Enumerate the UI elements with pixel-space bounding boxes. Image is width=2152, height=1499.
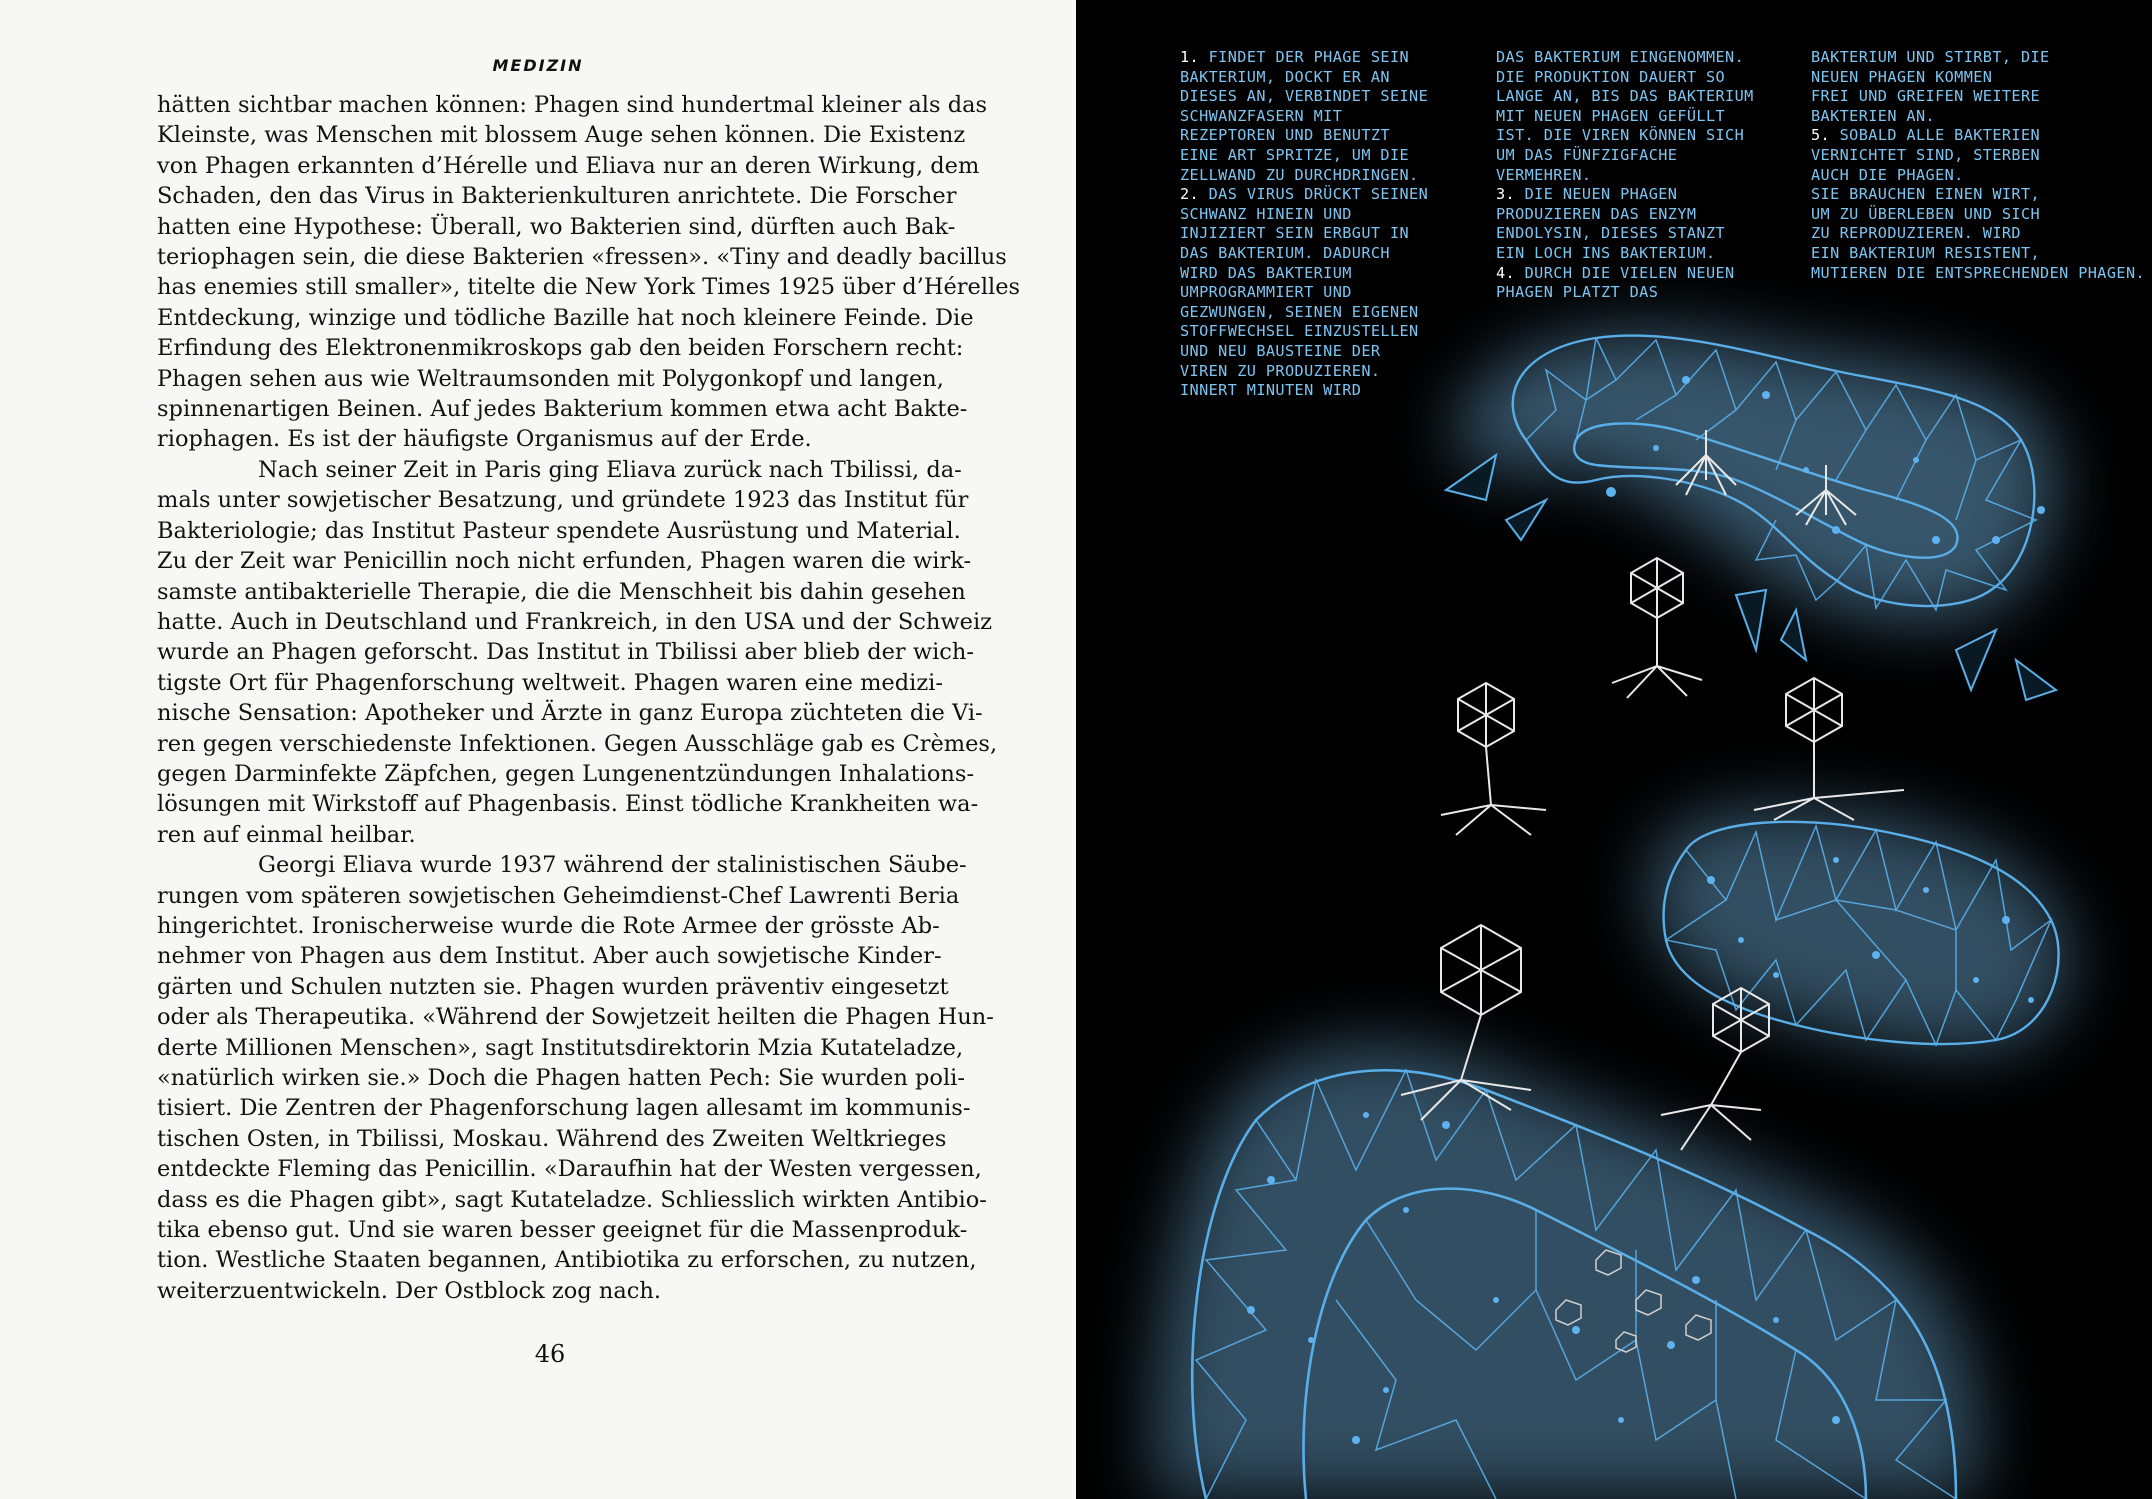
caption-text: REZEPTOREN UND BENUTZT [1180,126,1390,145]
body-line: weiterzuentwickeln. Der Ostblock zog nach. [157,1277,662,1304]
caption-text: WIRD DAS BAKTERIUM [1180,263,1352,282]
caption-line [1496,244,1754,264]
caption-line [1180,68,1428,88]
caption-text: BAKTERIUM UND STIRBT, DIE [1811,48,2050,66]
caption-text: SIE BRAUCHEN EINEN WIRT, [1811,185,2041,204]
caption-step-number: 4. [1496,263,1516,282]
caption-text: DIE NEUEN PHAGEN [1524,185,1678,204]
body-line: tisiert. Die Zentren der Phagenforschung lagen allesamt im kommunis- [157,1095,971,1122]
body-line: dass es die Phagen gibt», sagt Kutateladze. Schliesslich wirkten Antibio- [157,1186,987,1213]
body-line: Phagen sehen aus wie Weltraumsonden mit Polygonkopf und langen, [157,365,944,392]
body-line: derte Millionen Menschen», sagt Institutsdirektorin Mzia Kutateladze, [157,1034,964,1061]
caption-text: SCHWANZFASERN MIT [1180,106,1343,125]
caption-line [1811,107,2145,127]
caption-line [1180,107,1428,127]
caption-text: BAKTERIEN AN. [1811,106,1936,125]
caption-text: DAS BAKTERIUM. DADURCH [1180,243,1390,262]
body-line: mals unter sowjetischer Besatzung, und gründete 1923 das Institut für [157,487,969,514]
caption-text: UM ZU ÜBERLEBEN UND SICH [1811,204,2041,223]
body-line: von Phagen erkannten d’Hérelle und Eliava nur an deren Wirkung, dem [157,152,980,179]
caption-step-number: 5. [1811,126,1831,145]
caption-text: EINE ART SPRITZE, UM DIE [1180,145,1410,164]
caption-line [1180,166,1428,186]
caption-line [1180,303,1428,323]
caption-column-2 [1496,48,1754,303]
caption-line [1496,107,1754,127]
body-line: tischen Osten, in Tbilissi, Moskau. Während des Zweiten Weltkrieges [157,1125,947,1152]
caption-text: FINDET DER PHAGE SEIN [1208,48,1410,66]
caption-line [1496,48,1754,68]
caption-text: MUTIEREN DIE ENTSPRECHENDEN PHAGEN. [1811,263,2146,282]
body-line: ren auf einmal heilbar. [157,821,416,848]
caption-text: GEZWUNGEN, SEINEN EIGENEN [1180,302,1419,321]
body-line: entdeckte Fleming das Penicillin. «Daraufhin hat der Westen vergessen, [157,1156,982,1183]
caption-line [1180,185,1428,205]
caption-line [1811,68,2145,88]
caption-text: PRODUZIEREN DAS ENZYM [1496,204,1697,223]
body-line: «natürlich wirken sie.» Doch die Phagen hatten Pech: Sie wurden poli- [157,1065,965,1091]
phage-5 [1661,988,1769,1150]
caption-line [1496,185,1754,205]
bacterium-glow-1 [1453,331,2056,621]
caption-line [1180,205,1428,225]
caption-text: INNERT MINUTEN WIRD [1180,381,1362,400]
caption-line [1180,342,1428,362]
caption-line [1811,205,2145,225]
body-line: spinnenartigen Beinen. Auf jedes Bakterium kommen etwa acht Bakte- [157,396,968,423]
body-line: Kleinste, was Menschen mit blossem Auge sehen können. Die Existenz [157,122,966,149]
caption-line [1496,126,1754,146]
caption-text: ZELLWAND ZU DURCHDRINGEN. [1180,165,1419,184]
caption-column-1 [1180,48,1428,401]
body-line: samste antibakterielle Therapie, die die Menschheit bis dahin gesehen [157,578,966,605]
caption-line [1496,224,1754,244]
caption-text: EIN BAKTERIUM RESISTENT, [1811,243,2041,262]
body-line: oder als Therapeutika. «Während der Sowjetzeit heilten die Phagen Hun- [157,1004,994,1031]
caption-line [1180,322,1428,342]
caption-text: ZU REPRODUZIEREN. WIRD [1811,224,2021,243]
body-line: Schaden, den das Virus in Bakterienkulturen anrichtete. Die Forscher [157,183,957,210]
caption-line [1180,264,1428,284]
caption-line [1496,146,1754,166]
body-line: hatte. Auch in Deutschland und Frankreich, in den USA und der Schweiz [157,608,992,635]
body-line: teriophagen sein, die diese Bakterien «fressen». «Tiny and deadly bacillus [157,244,1007,271]
body-line: Entdeckung, winzige und tödliche Bazille hat noch kleinere Feinde. Die [157,304,974,331]
body-line: lösungen mit Wirkstoff auf Phagenbasis. Einst tödliche Krankheiten wa- [157,791,979,818]
caption-line [1496,166,1754,186]
caption-line [1811,87,2145,107]
body-line: tion. Westliche Staaten begannen, Antibiotika zu erforschen, zu nutzen, [157,1247,977,1274]
body-line: riophagen. Es ist der häufigste Organismus auf der Erde. [157,426,812,453]
caption-line [1180,126,1428,146]
caption-text: UM DAS FÜNFZIGFACHE [1496,145,1678,164]
body-line: has enemies still smaller», titelte die New York Times 1925 über d’Hérelles [157,274,1021,301]
caption-text: DAS BAKTERIUM EINGENOMMEN. [1496,48,1745,66]
body-line: Bakteriologie; das Institut Pasteur spendete Ausrüstung und Material. [157,517,961,544]
body-line: nehmer von Phagen aus dem Institut. Aber auch sowjetische Kinder- [157,943,942,970]
body-line: Erfindung des Elektronenmikroskops gab den beiden Forschern recht: [157,335,964,362]
caption-text: DURCH DIE VIELEN NEUEN [1524,263,1735,282]
caption-line [1811,48,2145,68]
caption-line [1180,244,1428,264]
body-line: Nach seiner Zeit in Paris ging Eliava zurück nach Tbilissi, da- [258,456,962,483]
caption-step-number: 1. [1180,48,1200,66]
caption-line [1496,205,1754,225]
right-page [1076,0,2152,1499]
caption-text: FREI UND GREIFEN WEITERE [1811,87,2041,106]
caption-text: UND NEU BAUSTEINE DER [1180,341,1381,360]
body-line: Zu der Zeit war Penicillin noch nicht erfunden, Phagen waren die wirk- [157,548,972,575]
caption-text: BAKTERIUM, DOCKT ER AN [1180,67,1390,86]
article-body [157,90,1021,1306]
caption-line [1180,146,1428,166]
body-line: hingerichtet. Ironischerweise wurde die Rote Armee der grösste Ab- [157,912,940,939]
body-line: wurde an Phagen geforscht. Das Institut in Tbilissi aber blieb der wich- [157,639,974,666]
body-line: hätten sichtbar machen können: Phagen sind hundertmal kleiner als das [157,92,988,118]
caption-line [1180,224,1428,244]
caption-text: IST. DIE VIREN KÖNNEN SICH [1496,126,1745,145]
caption-text: VERMEHREN. [1496,165,1592,184]
caption-line [1180,362,1428,382]
caption-line [1811,264,2145,284]
caption-line [1180,283,1428,303]
caption-line [1811,244,2145,264]
caption-line [1180,87,1428,107]
body-line: ren gegen verschiedenste Infektionen. Gegen Ausschläge gab es Crèmes, [157,730,998,757]
body-line: gärten und Schulen nutzten sie. Phagen wurden präventiv eingesetzt [157,973,949,1000]
caption-line [1496,283,1754,303]
caption-text: SCHWANZ HINEIN UND [1180,204,1352,223]
caption-text: AUCH DIE PHAGEN. [1811,165,1964,184]
caption-step-number: 3. [1496,185,1516,204]
caption-line [1496,264,1754,284]
caption-text: DIESES AN, VERBINDET SEINE [1180,87,1429,106]
caption-line [1180,48,1428,68]
phage-3 [1754,678,1904,820]
caption-text: SOBALD ALLE BAKTERIEN [1839,126,2041,145]
caption-text: PHAGEN PLATZT DAS [1496,283,1659,302]
caption-column-3 [1811,48,2145,283]
caption-text: UMPROGRAMMIERT UND [1180,283,1352,302]
body-line: gegen Darminfekte Zäpfchen, gegen Lungenentzündungen Inhalations- [157,760,975,787]
caption-line [1811,224,2145,244]
caption-line [1811,185,2145,205]
caption-text: MIT NEUEN PHAGEN GEFÜLLT [1496,106,1726,125]
caption-line [1811,126,2145,146]
phage-1 [1612,558,1702,698]
caption-text: EIN LOCH INS BAKTERIUM. [1496,243,1716,262]
phage-2 [1441,683,1546,835]
caption-line [1811,146,2145,166]
caption-text: NEUEN PHAGEN KOMMEN [1811,67,1993,86]
caption-line [1496,68,1754,88]
caption-text: DAS VIRUS DRÜCKT SEINEN [1208,185,1429,204]
caption-line [1811,166,2145,186]
caption-text: INJIZIERT SEIN ERBGUT IN [1180,224,1410,243]
caption-step-number: 2. [1180,185,1200,204]
body-line: tigste Ort für Phagenforschung weltweit. Phagen waren eine medizi- [157,669,943,696]
body-line: tika ebenso gut. Und sie waren besser geeignet für die Massenproduk- [157,1217,968,1244]
caption-text: DIE PRODUKTION DAUERT SO [1496,67,1726,86]
caption-line [1180,381,1428,401]
body-line: Georgi Eliava wurde 1937 während der stalinistischen Säube- [258,852,967,879]
caption-text: LANGE AN, BIS DAS BAKTERIUM [1496,87,1754,106]
caption-line [1496,87,1754,107]
caption-text: VIREN ZU PRODUZIEREN. [1180,361,1381,380]
body-line: hatten eine Hypothese: Überall, wo Bakterien sind, dürften auch Bak- [157,213,956,240]
caption-text: VERNICHTET SIND, STERBEN [1811,145,2041,164]
section-title: MEDIZIN [492,56,584,75]
caption-text: ENDOLYSIN, DIESES STANZT [1496,224,1726,243]
body-line: nische Sensation: Apotheker und Ärzte in ganz Europa züchteten die Vi- [157,700,983,727]
page-number: 46 [534,1340,566,1368]
body-line: rungen vom späteren sowjetischen Geheimdienst-Chef Lawrenti Beria [157,882,960,909]
caption-text: STOFFWECHSEL EINZUSTELLEN [1180,322,1419,341]
